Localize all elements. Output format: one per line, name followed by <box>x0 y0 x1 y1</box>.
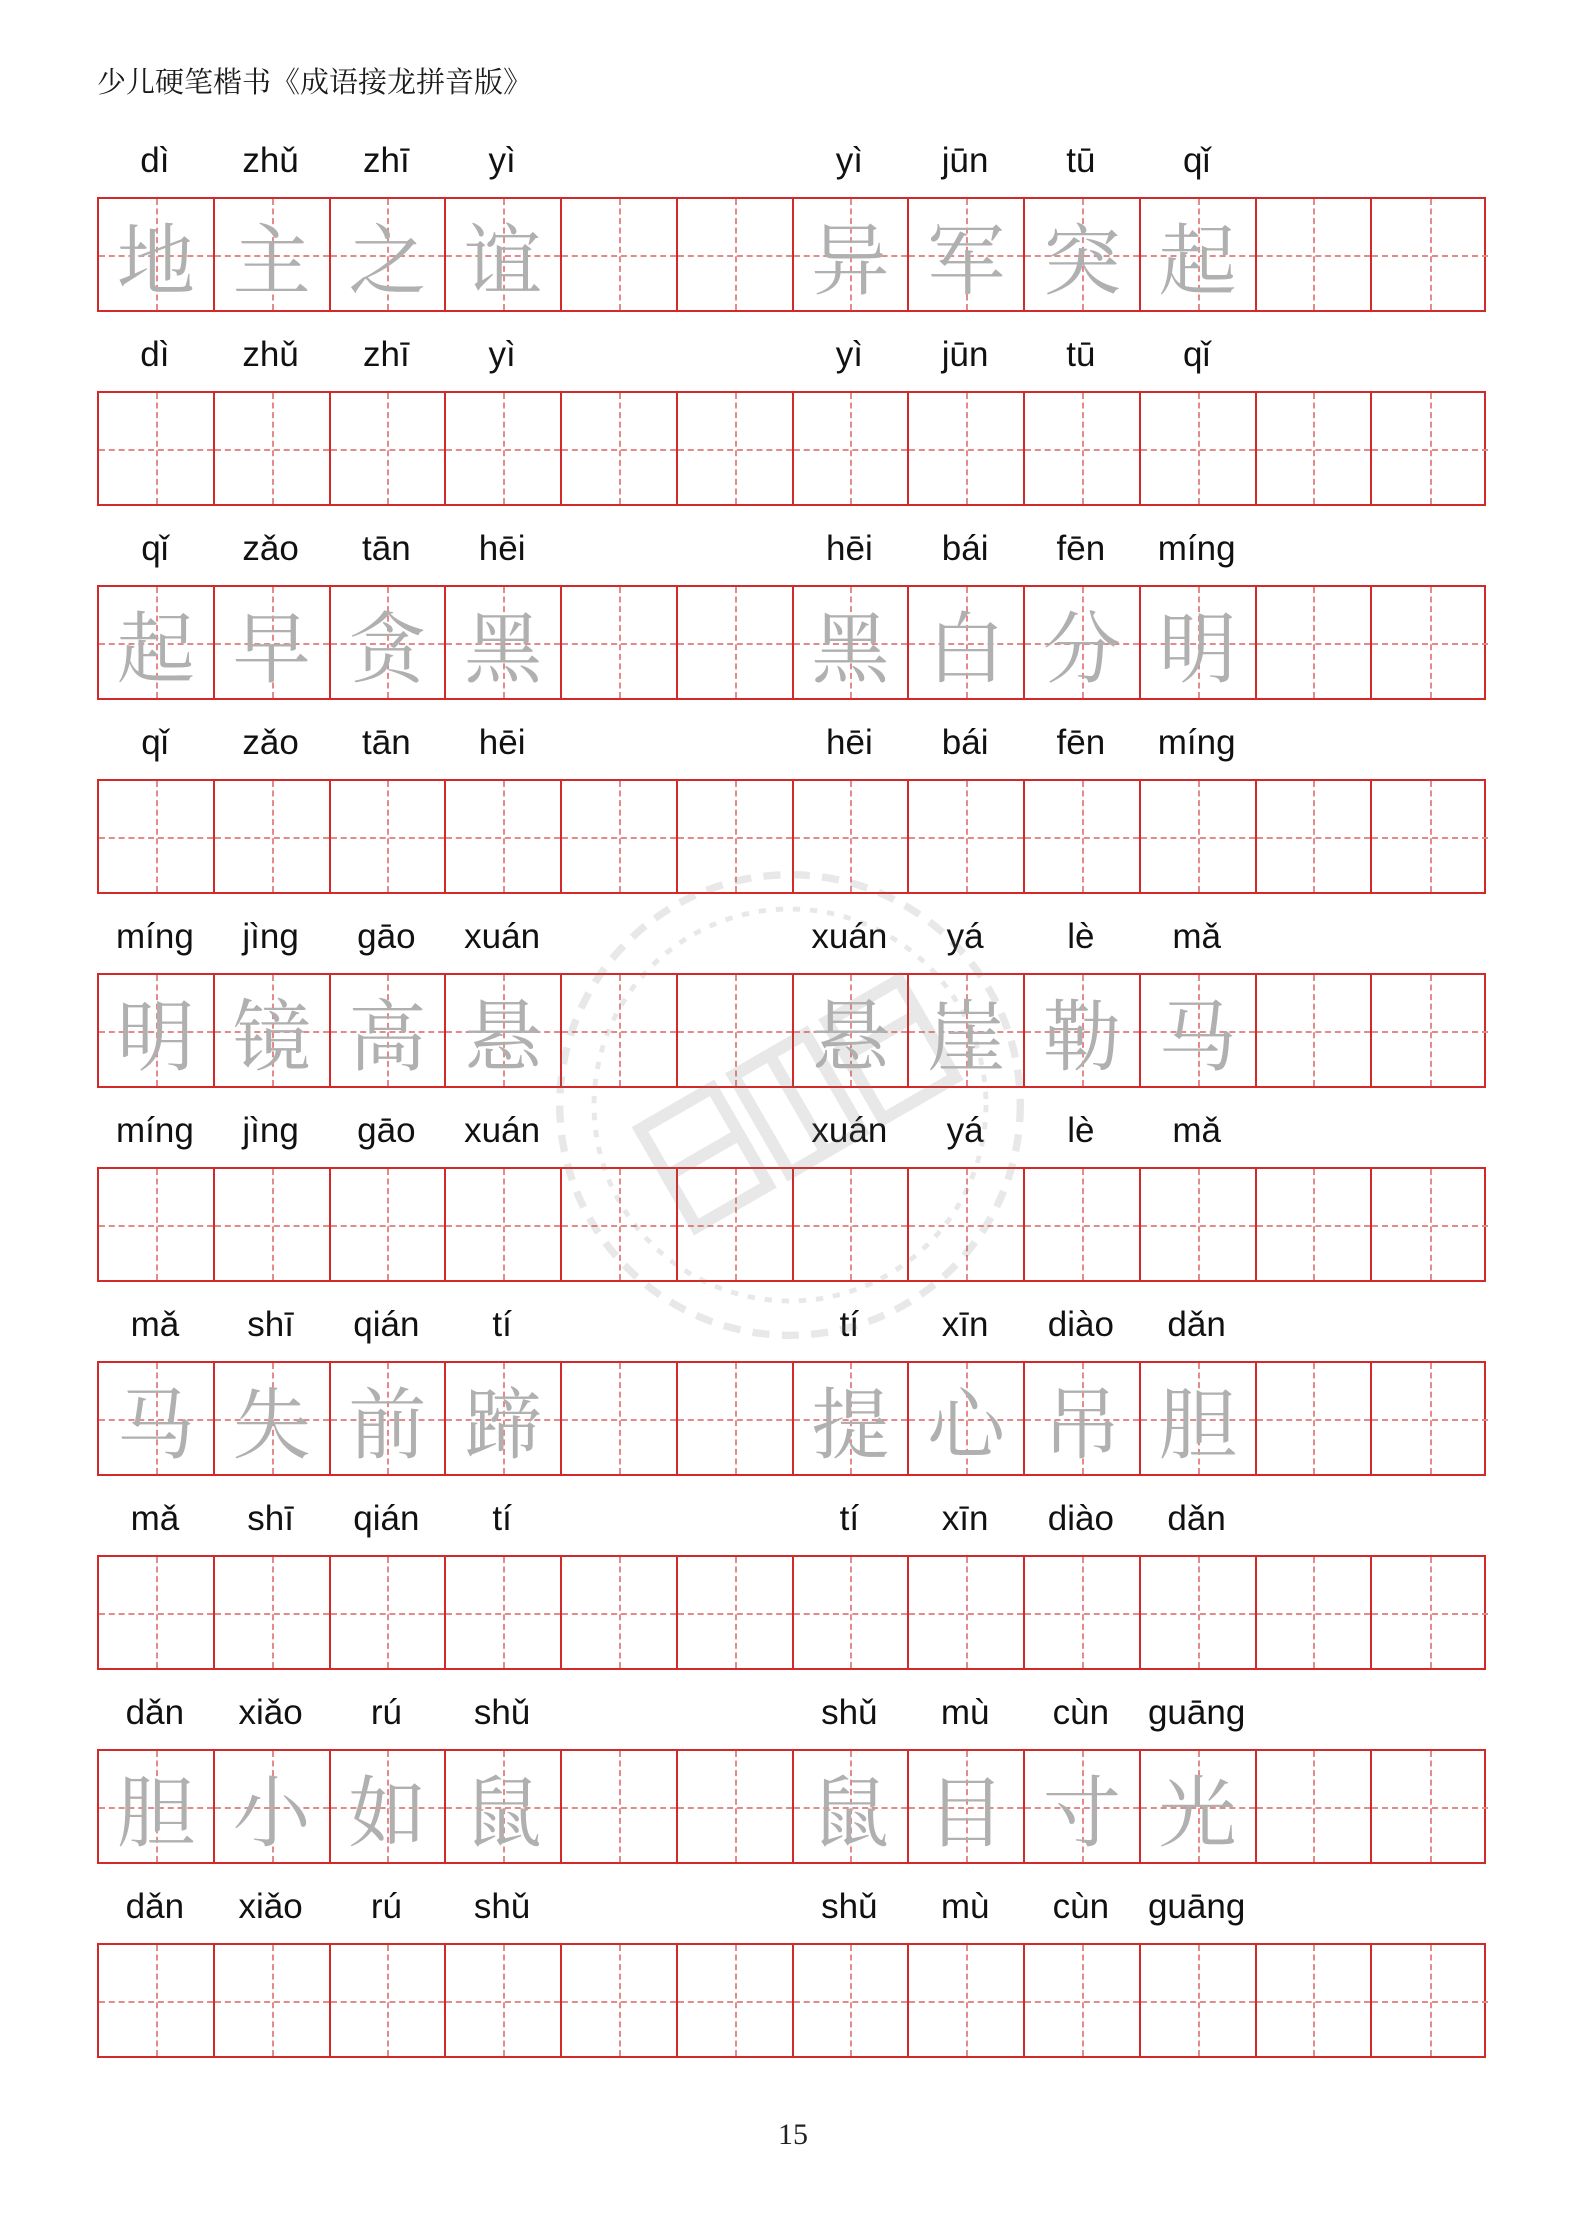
trace-cell <box>1372 587 1488 698</box>
trace-cell <box>1141 199 1257 310</box>
trace-character: 明 <box>116 992 195 1083</box>
pinyin-line <box>97 912 1486 962</box>
pinyin-label: qián <box>353 1305 420 1344</box>
trace-cell <box>794 199 910 310</box>
trace-cell <box>1141 587 1257 698</box>
pinyin-label: tí <box>839 1499 860 1538</box>
trace-character: 起 <box>116 604 195 695</box>
pinyin-label: diào <box>1047 1305 1114 1344</box>
trace-cell <box>678 1751 794 1862</box>
writing-cell[interactable] <box>909 393 1025 504</box>
pinyin-label: lè <box>1067 917 1095 956</box>
trace-character: 马 <box>116 1380 195 1471</box>
pinyin-label: míng <box>1157 723 1236 762</box>
writing-cell[interactable] <box>99 1557 215 1668</box>
writing-cell[interactable] <box>1257 1557 1373 1668</box>
pinyin-label: míng <box>1157 529 1236 568</box>
writing-cell[interactable] <box>99 1169 215 1280</box>
trace-cell <box>909 975 1025 1086</box>
trace-cell <box>1257 1751 1373 1862</box>
tianzige-grid <box>97 391 1486 506</box>
trace-cell <box>909 587 1025 698</box>
pinyin-label: qǐ <box>141 723 169 762</box>
trace-cell <box>794 1363 910 1474</box>
trace-cell <box>678 199 794 310</box>
writing-cell[interactable] <box>1257 781 1373 892</box>
writing-cell[interactable] <box>215 1945 331 2056</box>
practice-sheet <box>97 130 1486 2070</box>
writing-cell[interactable] <box>331 393 447 504</box>
trace-character: 地 <box>116 216 195 307</box>
pinyin-line <box>97 136 1486 186</box>
pinyin-label: mǎ <box>130 1305 180 1344</box>
pinyin-label: hēi <box>826 723 873 762</box>
writing-cell[interactable] <box>1141 393 1257 504</box>
pinyin-label: shī <box>247 1499 294 1538</box>
writing-cell[interactable] <box>215 393 331 504</box>
trace-character: 光 <box>1158 1768 1237 1859</box>
writing-cell[interactable] <box>1025 393 1141 504</box>
trace-cell <box>678 587 794 698</box>
pinyin-label: mù <box>940 1887 990 1926</box>
pinyin-label: tí <box>492 1499 512 1538</box>
trace-character: 如 <box>348 1768 427 1859</box>
pinyin-line <box>97 1106 1486 1156</box>
pinyin-label: yì <box>835 141 863 180</box>
trace-cell <box>562 1363 678 1474</box>
writing-cell[interactable] <box>1025 1169 1141 1280</box>
writing-cell[interactable] <box>1372 781 1488 892</box>
trace-cell <box>99 1751 215 1862</box>
pinyin-label: tān <box>362 529 411 568</box>
writing-cell[interactable] <box>331 1945 447 2056</box>
trace-character: 异 <box>811 216 890 307</box>
pinyin-line <box>97 1300 1486 1350</box>
pinyin-label: gāo <box>357 917 416 956</box>
trace-row <box>97 906 1486 1100</box>
pinyin-label: qǐ <box>1183 335 1211 374</box>
trace-cell <box>215 199 331 310</box>
pinyin-label: dǎn <box>125 1693 185 1732</box>
writing-cell[interactable] <box>446 1945 562 2056</box>
pinyin-label: shǔ <box>821 1887 878 1926</box>
pinyin-label: shǔ <box>473 1693 531 1732</box>
writing-cell[interactable] <box>446 393 562 504</box>
pinyin-label: zhǔ <box>242 141 299 180</box>
trace-row <box>97 1294 1486 1488</box>
pinyin-label: hēi <box>826 529 873 568</box>
pinyin-label: rú <box>370 1693 402 1732</box>
tianzige-grid <box>97 1555 1486 1670</box>
trace-character: 蹄 <box>464 1380 543 1471</box>
writing-cell[interactable] <box>446 1169 562 1280</box>
trace-cell <box>1257 1363 1373 1474</box>
trace-character: 寸 <box>1042 1768 1121 1859</box>
writing-cell[interactable] <box>678 781 794 892</box>
pinyin-label: dǎn <box>1167 1499 1226 1538</box>
tianzige-grid <box>97 1749 1486 1864</box>
writing-cell[interactable] <box>1372 1169 1488 1280</box>
writing-cell[interactable] <box>446 1557 562 1668</box>
pinyin-label: mù <box>940 1693 990 1732</box>
trace-character: 目 <box>927 1768 1006 1859</box>
pinyin-label: mǎ <box>130 1499 180 1538</box>
tianzige-grid <box>97 1361 1486 1476</box>
pinyin-label: xuán <box>464 917 541 956</box>
writing-cell[interactable] <box>794 1945 910 2056</box>
pinyin-label: yá <box>946 1111 984 1150</box>
trace-cell <box>99 199 215 310</box>
writing-cell[interactable] <box>215 1557 331 1668</box>
pinyin-label: zhī <box>363 335 410 374</box>
pinyin-label: gāo <box>357 1111 416 1150</box>
practice-row <box>97 1876 1486 2070</box>
page-number: 15 <box>778 2118 808 2151</box>
trace-character: 军 <box>927 216 1006 307</box>
trace-character: 悬 <box>811 992 890 1083</box>
pinyin-label: dǎn <box>1167 1305 1226 1344</box>
pinyin-label: xuán <box>811 1111 888 1150</box>
trace-cell <box>909 1751 1025 1862</box>
pinyin-label: dǎn <box>125 1887 185 1926</box>
writing-cell[interactable] <box>909 781 1025 892</box>
trace-cell <box>331 1363 447 1474</box>
trace-character: 贪 <box>348 604 427 695</box>
pinyin-label: lè <box>1067 1111 1095 1150</box>
pinyin-label: shǔ <box>473 1887 531 1926</box>
writing-cell[interactable] <box>562 393 678 504</box>
trace-character: 悬 <box>464 992 543 1083</box>
writing-cell[interactable] <box>331 1169 447 1280</box>
trace-cell <box>794 587 910 698</box>
writing-cell[interactable] <box>1025 1557 1141 1668</box>
writing-cell[interactable] <box>1141 1945 1257 2056</box>
writing-cell[interactable] <box>215 781 331 892</box>
trace-cell <box>562 199 678 310</box>
pinyin-label: xīn <box>941 1499 989 1538</box>
writing-cell[interactable] <box>794 1169 910 1280</box>
trace-cell <box>331 1751 447 1862</box>
writing-cell[interactable] <box>1257 1945 1373 2056</box>
trace-cell <box>1141 1751 1257 1862</box>
pinyin-label: xiǎo <box>238 1887 303 1926</box>
trace-character: 马 <box>1158 992 1237 1083</box>
page-title: 少儿硬笔楷书《成语接龙拼音版》 <box>97 65 533 99</box>
trace-character: 勒 <box>1042 992 1121 1083</box>
trace-character: 黑 <box>811 604 890 695</box>
trace-cell <box>1025 1751 1141 1862</box>
pinyin-label: zhī <box>363 141 410 180</box>
pinyin-label: jūn <box>941 335 989 374</box>
trace-character: 谊 <box>464 216 543 307</box>
pinyin-line <box>97 524 1486 574</box>
trace-cell <box>794 1751 910 1862</box>
trace-cell <box>1025 199 1141 310</box>
pinyin-line <box>97 1688 1486 1738</box>
writing-cell[interactable] <box>446 781 562 892</box>
trace-character: 前 <box>348 1380 427 1471</box>
pinyin-label: diào <box>1047 1499 1114 1538</box>
pinyin-label: qián <box>353 1499 420 1538</box>
trace-cell <box>1025 1363 1141 1474</box>
pinyin-label: zǎo <box>242 723 299 762</box>
writing-cell[interactable] <box>909 1169 1025 1280</box>
pinyin-label: dì <box>140 141 170 180</box>
pinyin-line <box>97 1494 1486 1544</box>
pinyin-label: rú <box>370 1887 402 1926</box>
trace-character: 黑 <box>464 604 543 695</box>
writing-cell[interactable] <box>1025 781 1141 892</box>
writing-cell[interactable] <box>99 393 215 504</box>
pinyin-label: tí <box>839 1305 860 1344</box>
pinyin-label: guāng <box>1147 1693 1246 1732</box>
practice-row <box>97 712 1486 906</box>
pinyin-label: fēn <box>1056 529 1106 568</box>
trace-cell <box>215 975 331 1086</box>
pinyin-label: bái <box>941 529 989 568</box>
pinyin-line <box>97 330 1486 380</box>
trace-character: 鼠 <box>811 1768 890 1859</box>
writing-cell[interactable] <box>678 1945 794 2056</box>
pinyin-label: mǎ <box>1172 1111 1221 1150</box>
trace-row <box>97 130 1486 324</box>
trace-cell <box>1257 587 1373 698</box>
pinyin-label: jìng <box>242 1111 299 1150</box>
pinyin-label: shī <box>247 1305 294 1344</box>
trace-character: 高 <box>348 992 427 1083</box>
trace-cell <box>1372 1751 1488 1862</box>
trace-cell <box>1025 587 1141 698</box>
trace-cell <box>1141 975 1257 1086</box>
writing-cell[interactable] <box>562 1945 678 2056</box>
trace-character: 胆 <box>1158 1380 1237 1471</box>
pinyin-label: yá <box>946 917 984 956</box>
writing-cell[interactable] <box>1025 1945 1141 2056</box>
pinyin-label: qǐ <box>1183 141 1211 180</box>
pinyin-label: hēi <box>478 529 526 568</box>
pinyin-label: tān <box>362 723 411 762</box>
pinyin-label: yì <box>488 141 516 180</box>
writing-cell[interactable] <box>562 781 678 892</box>
trace-cell <box>794 975 910 1086</box>
writing-cell[interactable] <box>678 1169 794 1280</box>
trace-cell <box>446 587 562 698</box>
pinyin-label: tí <box>492 1305 512 1344</box>
writing-cell[interactable] <box>99 1945 215 2056</box>
pinyin-label: tū <box>1066 141 1096 180</box>
writing-cell[interactable] <box>794 781 910 892</box>
trace-cell <box>331 975 447 1086</box>
writing-cell[interactable] <box>1372 1557 1488 1668</box>
trace-cell <box>99 587 215 698</box>
trace-cell <box>99 975 215 1086</box>
pinyin-label: shǔ <box>821 1693 878 1732</box>
pinyin-label: bái <box>941 723 989 762</box>
trace-row <box>97 518 1486 712</box>
writing-cell[interactable] <box>909 1945 1025 2056</box>
trace-character: 白 <box>927 604 1006 695</box>
pinyin-label: guāng <box>1147 1887 1246 1926</box>
tianzige-grid <box>97 1943 1486 2058</box>
trace-cell <box>562 975 678 1086</box>
writing-cell[interactable] <box>215 1169 331 1280</box>
trace-cell <box>1257 199 1373 310</box>
pinyin-label: cùn <box>1052 1693 1110 1732</box>
pinyin-label: xiǎo <box>238 1693 303 1732</box>
writing-cell[interactable] <box>1257 393 1373 504</box>
pinyin-label: zhǔ <box>242 335 299 374</box>
trace-cell <box>446 1751 562 1862</box>
trace-cell <box>215 587 331 698</box>
pinyin-label: yì <box>835 335 863 374</box>
pinyin-line <box>97 1882 1486 1932</box>
trace-row <box>97 1682 1486 1876</box>
pinyin-label: xuán <box>811 917 888 956</box>
pinyin-label: yì <box>488 335 516 374</box>
writing-cell[interactable] <box>1372 1945 1488 2056</box>
trace-character: 镜 <box>232 992 311 1083</box>
pinyin-label: xuán <box>464 1111 541 1150</box>
trace-character: 崖 <box>927 992 1006 1083</box>
trace-cell <box>215 1363 331 1474</box>
pinyin-label: jūn <box>941 141 989 180</box>
trace-character: 突 <box>1042 216 1121 307</box>
trace-cell <box>1372 1363 1488 1474</box>
trace-cell <box>1372 975 1488 1086</box>
trace-character: 之 <box>348 216 427 307</box>
tianzige-grid <box>97 197 1486 312</box>
pinyin-label: xīn <box>941 1305 989 1344</box>
pinyin-label: zǎo <box>242 529 299 568</box>
writing-cell[interactable] <box>1141 1169 1257 1280</box>
trace-character: 心 <box>927 1380 1006 1471</box>
writing-cell[interactable] <box>562 1557 678 1668</box>
trace-character: 明 <box>1158 604 1237 695</box>
writing-cell[interactable] <box>794 393 910 504</box>
pinyin-label: fēn <box>1056 723 1106 762</box>
trace-character: 鼠 <box>464 1768 543 1859</box>
writing-cell[interactable] <box>678 1557 794 1668</box>
practice-row <box>97 324 1486 518</box>
trace-cell <box>1257 975 1373 1086</box>
trace-character: 小 <box>232 1768 311 1859</box>
trace-character: 提 <box>811 1380 890 1471</box>
pinyin-label: míng <box>115 917 194 956</box>
pinyin-label: míng <box>115 1111 194 1150</box>
trace-cell <box>1141 1363 1257 1474</box>
trace-character: 吊 <box>1042 1380 1121 1471</box>
trace-cell <box>1372 199 1488 310</box>
writing-cell[interactable] <box>909 1557 1025 1668</box>
pinyin-line <box>97 718 1486 768</box>
trace-cell <box>331 199 447 310</box>
tianzige-grid <box>97 585 1486 700</box>
practice-row <box>97 1488 1486 1682</box>
tianzige-grid <box>97 1167 1486 1282</box>
tianzige-grid <box>97 973 1486 1088</box>
pinyin-label: cùn <box>1052 1887 1110 1926</box>
trace-cell <box>678 1363 794 1474</box>
trace-cell <box>331 587 447 698</box>
writing-cell[interactable] <box>794 1557 910 1668</box>
trace-character: 起 <box>1158 216 1237 307</box>
writing-cell[interactable] <box>331 781 447 892</box>
trace-character: 分 <box>1042 604 1121 695</box>
trace-cell <box>446 975 562 1086</box>
trace-cell <box>562 587 678 698</box>
trace-cell <box>99 1363 215 1474</box>
writing-cell[interactable] <box>1372 393 1488 504</box>
pinyin-label: dì <box>140 335 170 374</box>
trace-cell <box>909 199 1025 310</box>
writing-cell[interactable] <box>1141 781 1257 892</box>
writing-cell[interactable] <box>1141 1557 1257 1668</box>
writing-cell[interactable] <box>562 1169 678 1280</box>
trace-cell <box>909 1363 1025 1474</box>
trace-cell <box>446 1363 562 1474</box>
pinyin-label: jìng <box>242 917 299 956</box>
pinyin-label: mǎ <box>1172 917 1221 956</box>
trace-character: 主 <box>232 216 311 307</box>
trace-cell <box>1025 975 1141 1086</box>
writing-cell[interactable] <box>331 1557 447 1668</box>
trace-cell <box>215 1751 331 1862</box>
writing-cell[interactable] <box>678 393 794 504</box>
pinyin-label: hēi <box>478 723 526 762</box>
writing-cell[interactable] <box>99 781 215 892</box>
trace-character: 失 <box>232 1380 311 1471</box>
writing-cell[interactable] <box>1257 1169 1373 1280</box>
practice-row <box>97 1100 1486 1294</box>
pinyin-label: tū <box>1066 335 1096 374</box>
trace-cell <box>562 1751 678 1862</box>
tianzige-grid <box>97 779 1486 894</box>
trace-cell <box>678 975 794 1086</box>
trace-character: 胆 <box>116 1768 195 1859</box>
trace-cell <box>446 199 562 310</box>
trace-character: 早 <box>232 604 311 695</box>
pinyin-label: qǐ <box>141 529 169 568</box>
